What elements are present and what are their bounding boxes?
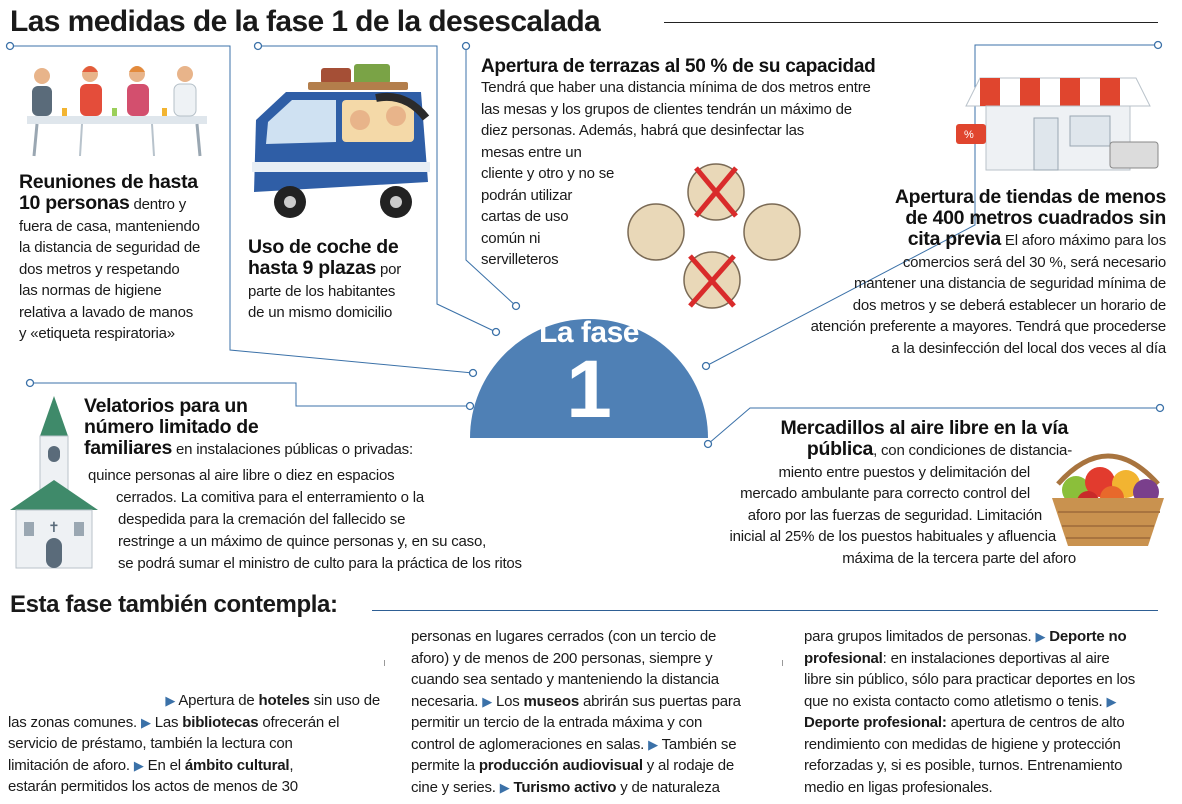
- terrazas-heading: Apertura de terrazas al 50 % de su capacidad: [481, 56, 876, 77]
- reuniones-line: fuera de casa, manteniendo: [19, 217, 200, 235]
- reuniones-line: las normas de higiene: [19, 282, 162, 299]
- reuniones-block: [19, 172, 200, 345]
- tiendas-line: comercios será del 30 %, será necesario: [902, 253, 1166, 271]
- terrazas-line: diez personas. Además, habrá que desinfectar las: [481, 122, 805, 139]
- column-divider: [782, 660, 783, 666]
- tiendas-heading-3: cita previa: [907, 228, 1001, 250]
- reuniones-line: la distancia de seguridad de: [19, 239, 201, 256]
- mercadillos-line: mercado ambulante para correcto control del: [740, 485, 1030, 502]
- triangle-bullet-icon: ▶: [482, 693, 492, 709]
- section-rule: [372, 610, 1158, 611]
- velatorios-line: despedida para la cremación del fallecido se: [118, 511, 406, 528]
- coche-heading-2: hasta 9 plazas: [248, 257, 377, 279]
- terrazas-line: cliente y otro y no se: [481, 165, 615, 182]
- triangle-bullet-icon: ▶: [165, 693, 176, 708]
- velatorios-heading-2: número limitado de: [84, 416, 259, 438]
- coche-text-1: por: [376, 261, 402, 278]
- mercadillos-block: [640, 418, 1076, 569]
- section-title: Esta fase también contempla:: [10, 591, 338, 618]
- tiendas-text-1: El aforo máximo para los: [1000, 232, 1166, 249]
- tiendas-line: atención preferente a mayores. Tendrá que procederse: [810, 318, 1166, 335]
- phase-number: 1: [566, 344, 612, 435]
- triangle-bullet-icon: ▶: [499, 779, 510, 795]
- terrazas-line: común ni: [481, 229, 541, 247]
- tiendas-heading-2: de 400 metros cuadrados sin: [905, 207, 1166, 229]
- contempla-column-1: ▶ Apertura de hoteles sin uso de las zonas comunes. ▶ Las bibliotecas ofrecerán el servicio de préstamo, también la lectura con limitación de aforo. ▶ En el ámbito cultural, estarán permitidos los actos de menos de 30: [8, 692, 380, 795]
- velatorios-text-1: en instalaciones públicas o privadas:: [172, 441, 413, 458]
- reuniones-heading-1: Reuniones de hasta: [19, 171, 198, 193]
- terrazas-line: Tendrá que haber una distancia mínima de dos metros entre: [481, 79, 871, 96]
- mercadillos-line: aforo por las fuerzas de seguridad. Limitación: [747, 506, 1042, 524]
- mercadillos-heading-2: pública: [806, 438, 874, 460]
- reuniones-line: relativa a lavado de manos: [19, 303, 194, 321]
- contempla-column-2: personas en lugares cerrados (con un tercio de aforo) y de menos de 200 personas, siempre y cuando sea sentado y manteniendo la distancia necesaria. ▶ Los museos abrirán sus puertas para permitir un tercio de la entrada máxima y con control de aglomeraciones en salas. ▶ También se permite la producción audiovisual y al rodaje de cine y series. ▶ Turismo activo y de naturaleza: [411, 628, 741, 796]
- reuniones-line: dos metros y respetando: [19, 260, 180, 278]
- meeting-people-illustration: [22, 60, 212, 160]
- terrazas-line: servilleteros: [481, 251, 559, 268]
- terrazas-line: mesas entre un: [481, 143, 582, 161]
- terrazas-line: podrán utilizar: [481, 186, 573, 204]
- terrazas-line: las mesas y los grupos de clientes tendrán un máximo de: [481, 100, 852, 118]
- tiendas-heading-1: Apertura de tiendas de menos: [894, 186, 1166, 208]
- tiendas-line: mantener una distancia de seguridad mínima de: [853, 275, 1166, 292]
- velatorios-line: quince personas al aire libre o diez en espacios: [88, 467, 395, 484]
- fruit-basket-illustration: [1044, 436, 1172, 552]
- mercadillos-line: inicial al 25% de los puestos habituales y afluencia: [729, 528, 1056, 545]
- contempla-column-3: para grupos limitados de personas. ▶ Deporte no profesional: en instalaciones deportivas al aire libre sin público, sólo para practicar deportes en los que no exista contacto como atletismo o tenis. ▶ Deporte profesional: apertura de centros de alto rendimiento con medidas de higiene y protección reforzadas y, si es posible, turnos. Entrenamiento medio en ligas profesionales.: [804, 628, 1136, 796]
- coche-block: [248, 237, 401, 324]
- triangle-bullet-icon: ▶: [648, 736, 658, 752]
- coche-line: parte de los habitantes: [248, 282, 396, 300]
- triangle-bullet-icon: ▶: [1035, 629, 1046, 644]
- mercadillos-text-1: , con condiciones de distancia-: [873, 442, 1072, 459]
- velatorios-line: restringe a un máximo de quince personas y, en su caso,: [118, 533, 487, 550]
- reuniones-heading-2: 10 personas: [19, 192, 130, 214]
- tiendas-line: dos metros y se deberá establecer un horario de: [852, 296, 1166, 314]
- velatorios-line: se podrá sumar el ministro de culto para la práctica de los ritos: [118, 555, 522, 572]
- tiendas-block: [770, 187, 1166, 359]
- mercadillos-line: máxima de la tercera parte del aforo: [842, 549, 1076, 567]
- triangle-bullet-icon: ▶: [140, 714, 151, 730]
- mercadillos-line: miento entre puestos y delimitación del: [778, 463, 1030, 481]
- velatorios-line: cerrados. La comitiva para el enterramiento o la: [116, 489, 425, 506]
- reuniones-text-1: dentro y: [129, 196, 187, 213]
- velatorios-heading-1: Velatorios para un: [84, 395, 248, 417]
- page-title: Las medidas de la fase 1 de la desescalada: [10, 5, 601, 38]
- column-divider: [384, 660, 385, 666]
- coche-line: de un mismo domicilio: [248, 304, 393, 321]
- coche-heading-1: Uso de coche de: [248, 236, 399, 258]
- svg-text:%: %: [964, 129, 974, 141]
- van-illustration: [246, 62, 436, 222]
- triangle-bullet-icon: ▶: [1106, 693, 1117, 709]
- shop-illustration: [950, 58, 1166, 176]
- velatorios-block: [84, 396, 413, 461]
- reuniones-line: y «etiqueta respiratoria»: [19, 325, 175, 342]
- tiendas-line: a la desinfección del local dos veces al día: [891, 339, 1166, 357]
- terrazas-line: cartas de uso: [481, 208, 569, 225]
- mercadillos-heading-1: Mercadillos al aire libre en la vía: [780, 417, 1068, 439]
- triangle-bullet-icon: ▶: [133, 757, 144, 773]
- svg-text:✝: ✝: [48, 520, 60, 536]
- velatorios-heading-3: familiares: [84, 437, 173, 459]
- phase-label: La fase: [539, 316, 639, 349]
